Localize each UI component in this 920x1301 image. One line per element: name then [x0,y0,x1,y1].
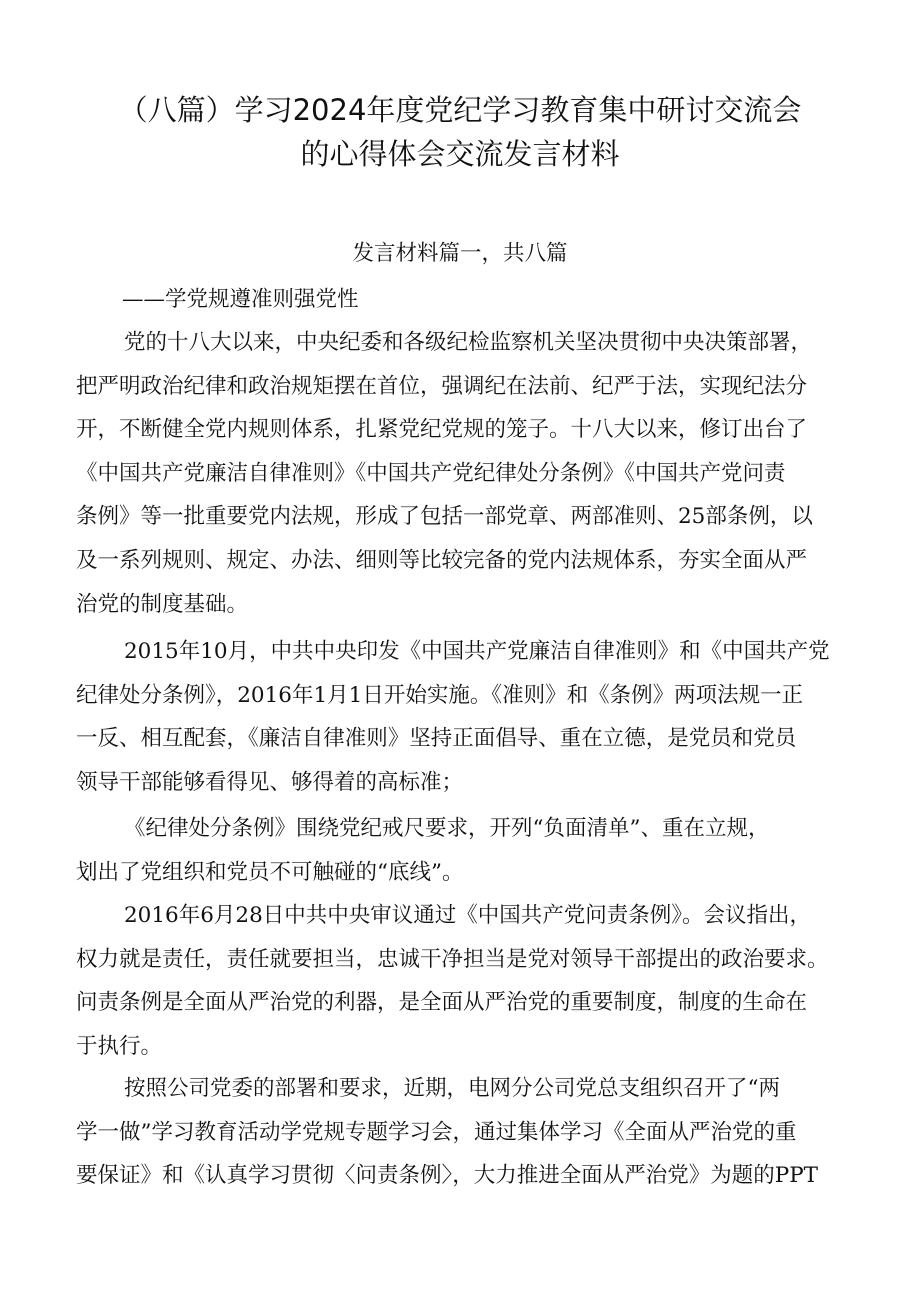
paragraph-line: 治党的制度基础。 [76,591,249,617]
paragraph-line: 权力就是责任，责任就要担当，忠诚干净担当是党对领导干部提出的政治要求。 [76,946,829,972]
paragraph-line: 开，不断健全党内规则体系，扎紧党纪党规的笼子。十八大以来，修订出台了 [76,417,808,443]
section-tagline: ——学党规遵准则强党性 [122,287,359,312]
document-title-line-1: （八篇）学习2024年度党纪学习教育集中研讨交流会 [118,93,802,127]
paragraph-line: 领导干部能够看得见、够得着的高标准； [76,769,464,795]
paragraph-3 [76,807,876,894]
document-title-line-2: 的心得体会交流发言材料 [300,137,620,171]
paragraph-4 [76,894,876,1068]
paragraph-line: 2015年10月，中共中央印发《中国共产党廉洁自律准则》和《中国共产党 [124,639,830,664]
paragraph-line: 及一系列规则、规定、办法、细则等比较完备的党内法规体系，夯实全面从严 [76,547,808,573]
paragraph-line: 划出了党组织和党员不可触碰的“底线”。 [76,859,464,885]
paragraph-line: 《纪律处分条例》围绕党纪戒尺要求，开列“负面清单”、重在立规， [124,816,770,841]
paragraph-line: 条例》等一批重要党内法规，形成了包括一部党章、两部准则、25部条例，以 [76,504,813,530]
paragraph-line: 把严明政治纪律和政治规矩摆在首位，强调纪在法前、纪严于法，实现纪法分 [76,373,808,399]
paragraph-line: 党的十八大以来，中央纪委和各级纪检监察机关坚决贯彻中央决策部署， [124,330,813,355]
paragraph-line: 纪律处分条例》，2016年1月1日开始实施。《准则》和《条例》两项法规一正 [76,682,804,708]
paragraph-line: 于执行。 [76,1033,163,1059]
paragraph-1 [76,321,876,626]
paragraph-line: 一反、相互配套，《廉洁自律准则》坚持正面倡导、重在立德，是党员和党员 [76,726,797,752]
paragraph-5 [76,1067,876,1198]
paragraph-line: 按照公司党委的部署和要求，近期，电网分公司党总支组织召开了“两 [124,1076,780,1101]
section-subtitle: 发言材料篇一，共八篇 [352,241,568,266]
paragraph-line: 要保证》和《认真学习贯彻〈问责条例〉，大力推进全面从严治党》为题的PPT [76,1163,819,1189]
paragraph-line: 学一做”学习教育活动学党规专题学习会，通过集体学习《全面从严治党的重 [76,1119,797,1145]
paragraph-line: 问责条例是全面从严治党的利器，是全面从严治党的重要制度，制度的生命在 [76,990,808,1016]
paragraph-line: 2016年6月28日中共中央审议通过《中国共产党问责条例》。会议指出， [124,903,812,928]
paragraph-line: 《中国共产党廉洁自律准则》《中国共产党纪律处分条例》《中国共产党问责 [76,460,786,486]
paragraph-2 [76,630,876,804]
